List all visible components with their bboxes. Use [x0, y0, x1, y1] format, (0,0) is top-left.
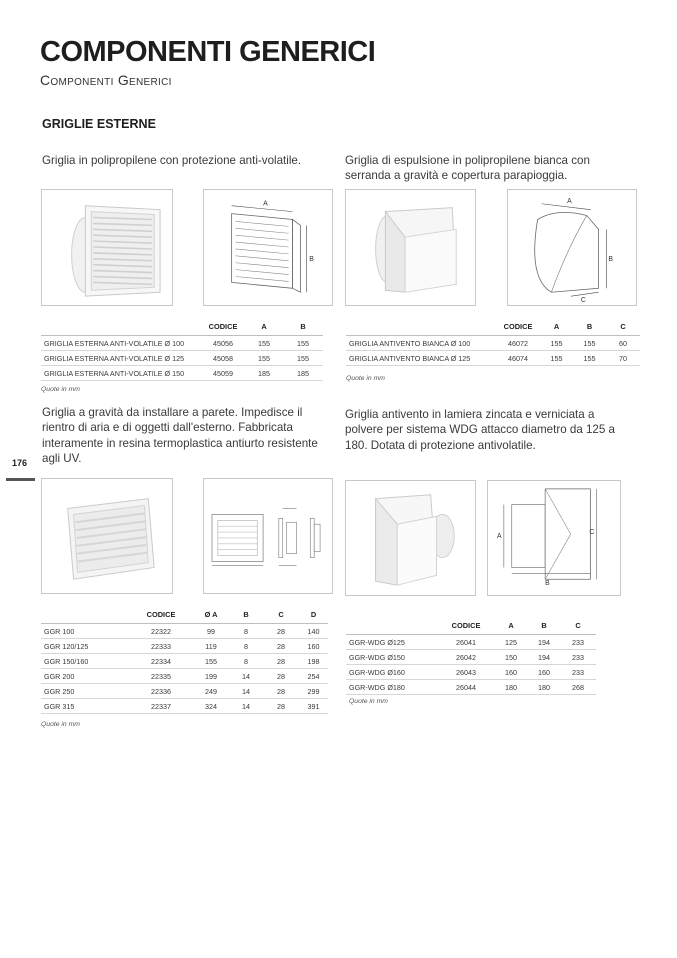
table-row — [346, 351, 640, 366]
table-cell: 150 — [494, 650, 528, 665]
column-header: CODICE — [129, 610, 193, 624]
table-row — [41, 684, 328, 699]
page-subtitle: Componenti Generici — [40, 72, 172, 88]
dimension-label-a: A — [567, 197, 572, 205]
table-cell: GGR 150/160 — [41, 654, 129, 669]
table-cell: 254 — [299, 669, 328, 684]
column-header: D — [299, 610, 328, 624]
table-cell: 22322 — [129, 624, 193, 639]
table-cell: 160 — [299, 639, 328, 654]
dimension-label-b: B — [608, 255, 613, 263]
product-2-description: Griglia di espulsione in polipropilene bianca con serranda a gravità e copertura parapioggia. — [345, 154, 590, 183]
table-header-row — [41, 610, 328, 624]
table-cell: 155 — [245, 336, 283, 351]
table-cell: GRIGLIA ANTIVENTO BIANCA Ø 100 — [346, 336, 496, 351]
table-header-row — [41, 322, 323, 336]
table-cell: 8 — [229, 639, 263, 654]
product-2-photo — [345, 189, 476, 306]
table-cell: GRIGLIA ESTERNA ANTI-VOLATILE Ø 125 — [41, 351, 201, 366]
table-cell: 26041 — [438, 635, 494, 650]
table-cell: 28 — [263, 699, 299, 714]
column-header: B — [573, 322, 606, 336]
table-cell: 28 — [263, 639, 299, 654]
table-cell: 391 — [299, 699, 328, 714]
table-cell: 155 — [540, 336, 573, 351]
table-cell: 22334 — [129, 654, 193, 669]
louvered-grille-photo — [42, 190, 172, 305]
table-cell: 233 — [560, 665, 596, 680]
product-1-photo — [41, 189, 173, 306]
table-cell: 45059 — [201, 366, 245, 381]
table-cell: 70 — [606, 351, 640, 366]
column-header: C — [263, 610, 299, 624]
table-cell: 28 — [263, 684, 299, 699]
gravity-grille-photo — [42, 479, 172, 593]
table-cell: 22336 — [129, 684, 193, 699]
table-cell: 28 — [263, 654, 299, 669]
table-cell: 249 — [193, 684, 229, 699]
dimension-label-b: B — [309, 255, 314, 263]
table-cell: GRIGLIA ANTIVENTO BIANCA Ø 125 — [346, 351, 496, 366]
table-cell: GRIGLIA ESTERNA ANTI-VOLATILE Ø 150 — [41, 366, 201, 381]
table-cell: 194 — [528, 635, 560, 650]
table-cell: 125 — [494, 635, 528, 650]
table-row — [41, 639, 328, 654]
dimension-label-b: B — [545, 580, 550, 588]
product-2-table — [346, 322, 640, 366]
table-cell: GGR-WDG Ø150 — [346, 650, 438, 665]
page-number: 176 — [12, 458, 28, 468]
product-1-technical-drawing — [203, 189, 333, 306]
table-cell: 160 — [494, 665, 528, 680]
table-cell: 45058 — [201, 351, 245, 366]
hooded-vent-dimension-drawing — [508, 190, 636, 305]
column-header: CODICE — [496, 322, 540, 336]
table-cell: 180 — [528, 680, 560, 695]
product-1-table — [41, 322, 323, 381]
table-row — [41, 336, 323, 351]
table-cell: 194 — [528, 650, 560, 665]
column-header: A — [245, 322, 283, 336]
table-cell: 45056 — [201, 336, 245, 351]
dimension-label-a: A — [263, 200, 268, 208]
table-cell: 8 — [229, 654, 263, 669]
table-cell: 324 — [193, 699, 229, 714]
table-cell: 22335 — [129, 669, 193, 684]
product-4-table — [346, 621, 596, 695]
table-cell: GGR 120/125 — [41, 639, 129, 654]
table-cell: 60 — [606, 336, 640, 351]
table-row — [41, 669, 328, 684]
grille-dimension-drawing — [204, 190, 332, 305]
table-cell: 46074 — [496, 351, 540, 366]
hooded-vent-photo — [346, 190, 475, 305]
table-cell: GGR-WDG Ø180 — [346, 680, 438, 695]
table-cell: 268 — [560, 680, 596, 695]
product-4-note: Quote in mm — [349, 698, 388, 705]
table-cell: 119 — [193, 639, 229, 654]
table-cell: 198 — [299, 654, 328, 669]
table-row — [346, 680, 596, 695]
table-cell: 26044 — [438, 680, 494, 695]
table-cell: 22337 — [129, 699, 193, 714]
table-cell: 155 — [573, 336, 606, 351]
column-header: B — [283, 322, 323, 336]
table-row — [41, 351, 323, 366]
column-header: C — [560, 621, 596, 635]
table-cell: GGR 100 — [41, 624, 129, 639]
column-header: C — [606, 322, 640, 336]
product-4-technical-drawing — [487, 480, 621, 596]
product-2-note: Quote in mm — [346, 375, 385, 382]
table-cell: 185 — [283, 366, 323, 381]
product-3-note: Quote in mm — [41, 721, 80, 728]
table-cell: 155 — [283, 336, 323, 351]
table-row — [41, 366, 323, 381]
table-cell: GGR 315 — [41, 699, 129, 714]
table-cell: 14 — [229, 669, 263, 684]
table-cell: 14 — [229, 684, 263, 699]
table-cell: 155 — [540, 351, 573, 366]
table-cell: 26042 — [438, 650, 494, 665]
table-cell: 26043 — [438, 665, 494, 680]
table-cell: 155 — [245, 351, 283, 366]
product-4-photo — [345, 480, 476, 596]
table-header-row — [346, 322, 640, 336]
table-row — [346, 650, 596, 665]
table-cell: 155 — [283, 351, 323, 366]
table-cell: GGR 200 — [41, 669, 129, 684]
table-cell: 233 — [560, 635, 596, 650]
table-cell: 22333 — [129, 639, 193, 654]
column-header: B — [528, 621, 560, 635]
product-4-description: Griglia antivento in lamiera zincata e verniciata a polvere per sistema WDG attacco diametro da 125 a 180. Dotata di protezione antivolatile. — [345, 408, 616, 452]
dimension-label-c: C — [580, 297, 586, 305]
dimension-label-a: A — [497, 533, 502, 540]
dimension-label-c: C — [589, 529, 595, 537]
table-cell: 28 — [263, 669, 299, 684]
product-1-description: Griglia in polipropilene con protezione anti-volatile. — [42, 154, 302, 167]
table-cell: 99 — [193, 624, 229, 639]
table-cell: 28 — [263, 624, 299, 639]
table-row — [41, 699, 328, 714]
product-3-table — [41, 610, 328, 714]
table-row — [41, 654, 328, 669]
section-title: GRIGLIE ESTERNE — [42, 117, 156, 131]
table-header-row — [346, 621, 596, 635]
gravity-grille-dimension-drawing — [204, 479, 332, 593]
table-cell: GRIGLIA ESTERNA ANTI-VOLATILE Ø 100 — [41, 336, 201, 351]
table-row — [346, 635, 596, 650]
table-cell: 233 — [560, 650, 596, 665]
wdg-vent-photo — [346, 481, 475, 595]
table-row — [346, 665, 596, 680]
table-cell: 46072 — [496, 336, 540, 351]
page-title: COMPONENTI GENERICI — [40, 36, 376, 68]
table-cell: GGR 250 — [41, 684, 129, 699]
table-cell: 140 — [299, 624, 328, 639]
product-1-note: Quote in mm — [41, 386, 80, 393]
table-cell: GGR-WDG Ø125 — [346, 635, 438, 650]
product-3-photo — [41, 478, 173, 594]
column-header: A — [494, 621, 528, 635]
column-header: Ø A — [193, 610, 229, 624]
table-cell: 8 — [229, 624, 263, 639]
column-header: B — [229, 610, 263, 624]
wdg-vent-dimension-drawing — [488, 481, 620, 595]
table-cell: 199 — [193, 669, 229, 684]
product-2-technical-drawing — [507, 189, 637, 306]
table-row — [346, 336, 640, 351]
product-3-technical-drawing — [203, 478, 333, 594]
table-cell: 185 — [245, 366, 283, 381]
table-cell: 155 — [573, 351, 606, 366]
table-row — [41, 624, 328, 639]
table-cell: 14 — [229, 699, 263, 714]
page-marker-bar — [6, 478, 35, 481]
table-cell: 180 — [494, 680, 528, 695]
table-cell: 299 — [299, 684, 328, 699]
table-cell: GGR-WDG Ø160 — [346, 665, 438, 680]
column-header: CODICE — [438, 621, 494, 635]
column-header: A — [540, 322, 573, 336]
column-header: CODICE — [201, 322, 245, 336]
product-3-description: Griglia a gravità da installare a parete. Impedisce il rientro di aria e di oggetti dall'esterno. Fabbricata interamente in resina termoplastica antiurto resistente agli UV. — [42, 406, 318, 466]
table-cell: 160 — [528, 665, 560, 680]
table-cell: 155 — [193, 654, 229, 669]
